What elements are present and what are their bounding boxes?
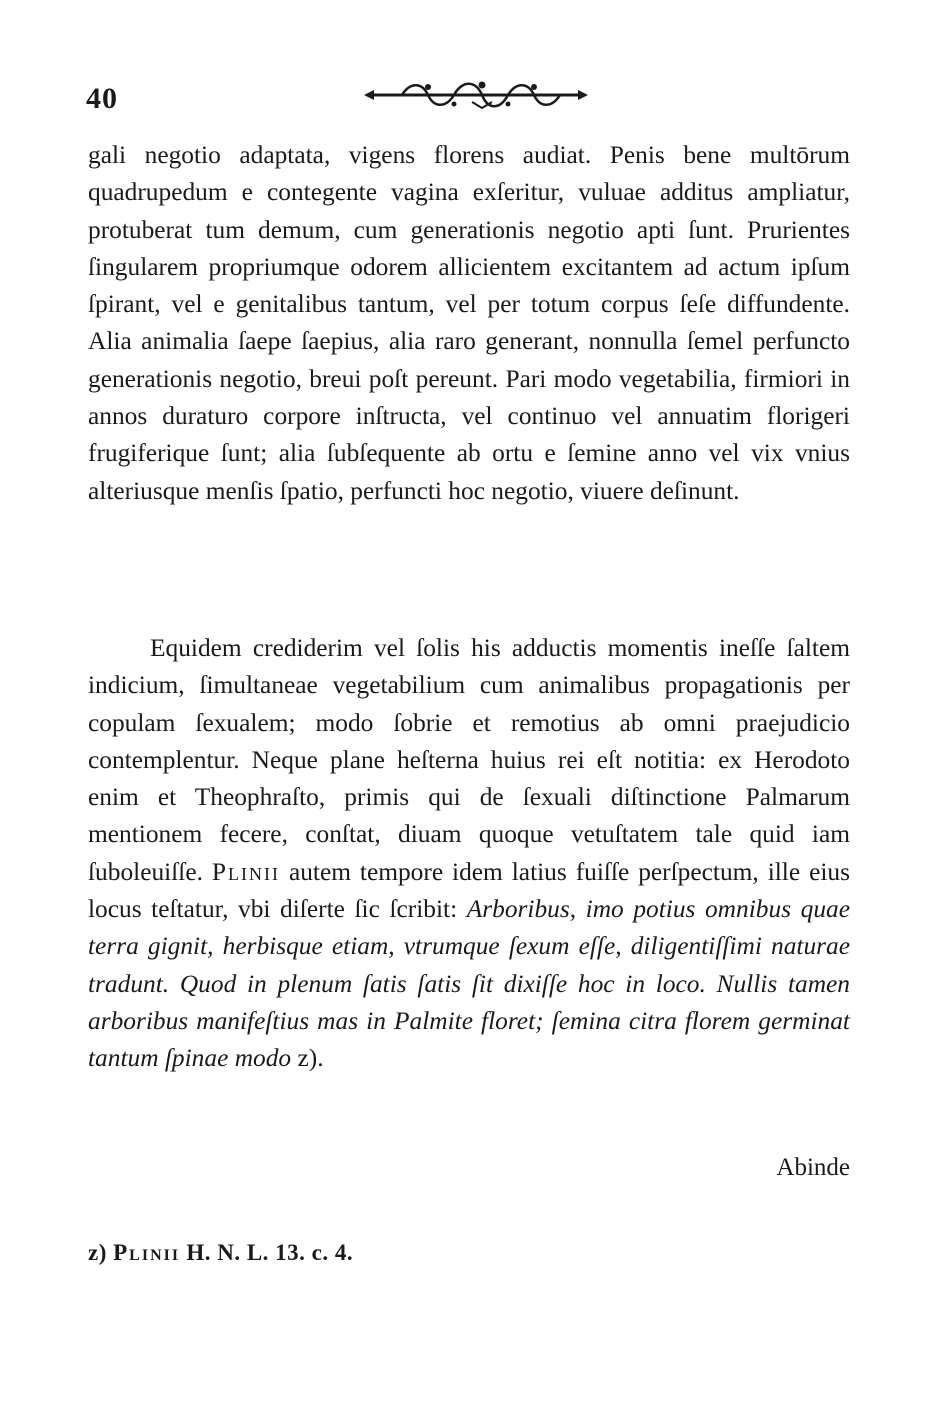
footnote-reference: z).	[297, 1044, 324, 1073]
paragraph-text: Equidem crediderim vel ſolis his adductis momentis ineſſe ſaltem indicium, ſimultaneae vegetabilium cum animalibus propagationis per copulam ſexualem; modo ſobrie et remotius ab omni praejudicio contemplentur. Neque plane heſterna huius rei eſt notitia: ex Herodoto enim et Theophraſto, primis qui de ſexuali diſtinctione Palmarum mentionem fecere, conſtat, diuam quoque vetuſtatem tale quid iam ſuboleuiſſe.	[88, 634, 850, 886]
paragraph-continuation: gali negotio adaptata, vigens florens audiat. Penis bene multōrum quadrupedum e contegente vagina exſeritur, vuluae additus ampliatur, protuberat tum demum, cum generationis negotio apti ſunt. Prurientes ſingularem propriumque odorem allicientem excitantem ad actum ipſum ſpirant, vel e genitalibus tantum, vel per totum corpus ſeſe diffundente. Alia animalia ſaepe ſaepius, alia raro generant, nonnulla ſemel perfuncto generationis negotio, breui poſt pereunt. Pari modo vegetabilia, firmiori in annos duraturo corpore inſtructa, vel continuo vel annuatim florigeri frugiferique ſunt; alia ſubſequente ab ortu e ſemine anno vel vix vnius alteriusque menſis ſpatio, perfuncti hoc negotio, viuere deſinunt.	[88, 141, 850, 505]
paragraph-equidem	[88, 630, 850, 1078]
catchword: Abinde	[776, 1154, 850, 1181]
page-number: 40	[86, 82, 118, 115]
footnote-author: Plinii	[113, 1240, 181, 1265]
footnote-citation: H. N. L. 13. c. 4.	[186, 1240, 354, 1265]
author-name-plinii: Plinii	[211, 857, 280, 886]
footnote	[88, 1240, 353, 1266]
floral-ornament-icon	[362, 78, 590, 112]
paragraph-text: autem tempore idem latius fuiſſe perſpectum, ille eius locus teſtatur, vbi diſerte ſic ſcribit:	[88, 857, 850, 924]
footnote-marker: z)	[88, 1240, 107, 1265]
pliny-quotation: Arboribus, imo potius omnibus quae terra gignit, herbisque etiam, vtrumque ſexum eſſe, diligentiſſimi naturae tradunt. Quod in plenum ſatis ſatis ſit dixiſſe hoc in loco. Nullis tamen arboribus manifeſtius mas in Palmite floret; ſemina citra florem germinat tantum ſpinae modo	[88, 895, 850, 1073]
